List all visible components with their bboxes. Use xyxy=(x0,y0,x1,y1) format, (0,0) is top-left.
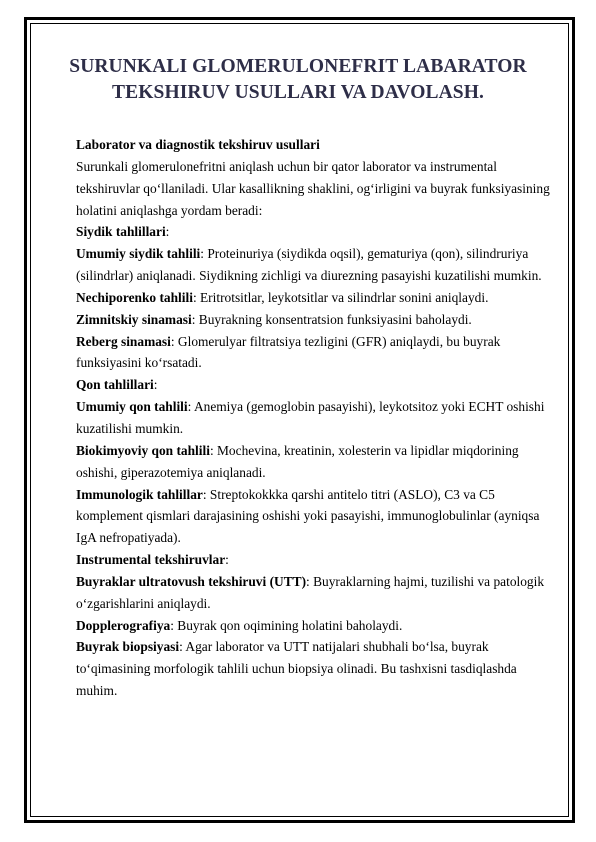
instrumental-item-biopsy: Buyrak biopsiyasi: Agar laborator va UTT natijalari shubhali bo‘lsa, buyrak to‘qimasining morfologik tahlili uchun biopsiya olinadi. Bu tashxisni tasdiqlashda muhim. xyxy=(76,639,517,699)
instrumental-item-doppler: Dopplerografiya: Buyrak qon oqimining holatini baholaydi. xyxy=(76,617,403,633)
urine-item-zimnitskiy: Zimnitskiy sinamasi: Buyrakning konsentratsion funksiyasini baholaydi. xyxy=(76,311,472,327)
section-heading: Laborator va diagnostik tekshiruv usullari xyxy=(76,137,320,152)
urine-item-general: Umumiy siydik tahlili: Proteinuriya (siydikda oqsil), gematuriya (qon), silindruriya (silindrlar) aniqlanadi. Siydikning zichligi va diurezning pasayishi kuzatilishi mumkin. xyxy=(76,246,542,284)
blood-item-biochemical: Biokimyoviy qon tahlili: Mochevina, kreatinin, xolesterin va lipidlar miqdorining oshishi, giperazotemiya aniqlanadi. xyxy=(76,442,519,480)
instrumental-item-ultrasound: Buyraklar ultratovush tekshiruvi (UTT): Buyraklarning hajmi, tuzilishi va patologik o‘zgarishlarini aniqlaydi. xyxy=(76,573,545,611)
instrumental-heading: Instrumental tekshiruvlar: xyxy=(76,552,229,568)
urine-item-reberg: Reberg sinamasi: Glomerulyar filtratsiya tezligini (GFR) aniqlaydi, bu buyrak funksiyasini ko‘rsatadi. xyxy=(76,333,501,371)
blood-item-immunologic: Immunologik tahlillar: Streptokokkka qarshi antitelo titri (ASLO), C3 va C5 komplement qismlari darajasining oshishi yoki pasayishi, immunoglobulinlar (ayniqsa IgA nefropatiyada). xyxy=(76,486,540,546)
document-body xyxy=(76,134,554,702)
blood-item-general: Umumiy qon tahlili: Anemiya (gemoglobin pasayishi), leykotsitoz yoki ECHT oshishi kuzatilishi mumkin. xyxy=(76,399,545,436)
document-title: SURUNKALI GLOMERULONEFRIT LABARATOR TEKSHIRUV USULLARI VA DAVOLASH. xyxy=(69,56,527,103)
urine-item-nechiporenko: Nechiporenko tahlili: Eritrotsitlar, leykotsitlar va silindrlar sonini aniqlaydi. xyxy=(76,289,489,305)
blood-heading: Qon tahlillari: xyxy=(76,377,158,393)
urine-heading: Siydik tahlillari: xyxy=(76,224,170,240)
intro-paragraph: Surunkali glomerulonefritni aniqlash uchun bir qator laborator va instrumental tekshiruvlar qo‘llaniladi. Ular kasallikning shaklini, og‘irligini va buyrak funksiyasining holatini aniqlashga yordam beradi: xyxy=(76,158,550,218)
